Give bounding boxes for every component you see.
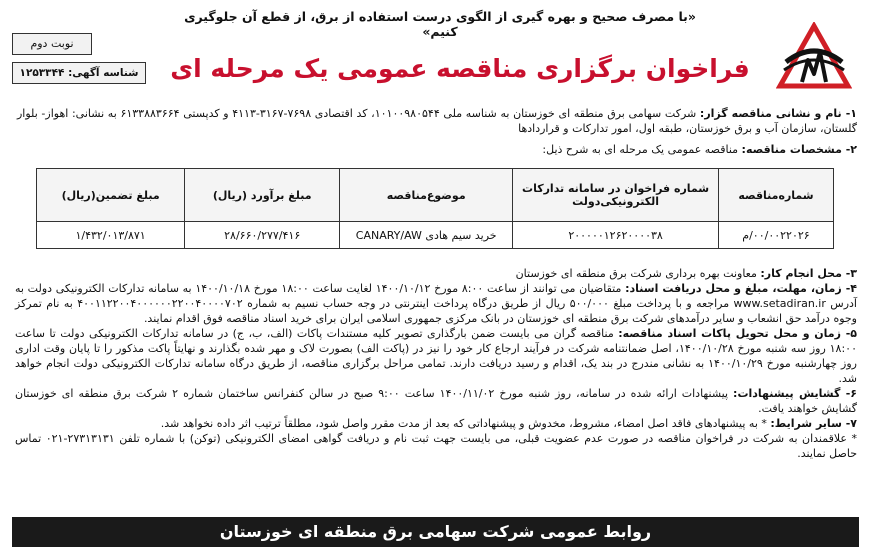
section-3 <box>15 266 857 281</box>
table-cell: ۱/۴۳۲/۰۱۳/۸۷۱ <box>37 222 185 249</box>
column-header: موضوع‌مناقصه <box>340 169 513 222</box>
page-title: فراخوان برگزاری مناقصه عمومی یک مرحله ای <box>170 54 750 83</box>
footer-banner: روابط عمومی شرکت سهامی برق منطقه ای خوزستان <box>12 517 859 547</box>
section-1-heading: ۱- نام و نشانی مناقصه گزار: <box>699 107 857 120</box>
column-header: شماره فراخوان در سامانه تدارکات الکترونیکی‌دولت <box>513 169 719 222</box>
section-3-text: معاونت بهره برداری شرکت برق منطقه ای خوزستان <box>515 267 757 280</box>
column-header: شماره‌مناقصه <box>718 169 833 222</box>
section-5-heading: ۵- زمان و محل تحویل پاکات اسناد مناقصه: <box>618 327 857 340</box>
column-header: مبلغ برآورد (ریال) <box>185 169 340 222</box>
section-2-heading: ۲- مشخصات مناقصه: <box>741 143 857 156</box>
section-5-text: مناقصه گران می بایست ضمن بارگذاری تصویر کلیه مستندات پاکات (الف، ب، ج) در سامانه تدارکات الکترونیکی دولت تا ساعت ۱۸:۰۰ روز سه شنبه مورخ ۱۴۰۰/۱۰/۲۸، اصل ضمانتنامه شرکت در فرآیند ارجاع کار خود را نیز در (پاکت الف) بصورت لاک و مهر شده بگذارند و نهایتاً پاکت مذکور را تا پایان وقت اداری روز چهارشنبه مورخ ۱۴۰۰/۱۰/۲۹ به نشانی مندرج در بند یک، اقدام و رسید دریافت دارند. تمامی مراحل برگزاری مناقصه، از طریق درگاه سامانه تدارکات الکترونیکی دولت انجام خواهد شد. <box>15 327 857 385</box>
table-cell: ۰۰/۰۰۲۲۰۲۶/م <box>718 222 833 249</box>
section-6-text: پیشنهادات ارائه شده در سامانه، روز شنبه مورخ ۱۴۰۰/۱۱/۰۲ ساعت ۹:۰۰ صبح در سالن کنفرانس ساختمان شماره ۲ شرکت برق منطقه ای خوزستان گشایش خواهند یافت. <box>15 387 857 415</box>
table-row <box>37 222 834 249</box>
section-4-heading: ۴- زمان، مهلت، مبلغ و محل دریافت اسناد: <box>625 282 857 295</box>
ad-id-badge: شناسه آگهی: ۱۲۵۳۳۴۴ <box>12 62 146 84</box>
section-7-note: * علاقمندان به شرکت در فراخوان مناقصه در صورت عدم عضویت قبلی، می بایست جهت ثبت نام و دریافت گواهی امضای الکترونیکی (توکن) با شماره تلفن ۲۷۳۱۳۱۳۱-۰۲۱ تماس حاصل نمایند. <box>15 432 857 460</box>
section-5 <box>15 326 857 386</box>
tender-details <box>15 266 857 461</box>
table-cell: ۲۰۰۰۰۰۱۲۶۲۰۰۰۰۳۸ <box>513 222 719 249</box>
section-4-text: متقاضیان می توانند از ساعت ۸:۰۰ مورخ ۱۴۰۰/۱۰/۱۲ لغایت ساعت ۱۸:۰۰ مورخ ۱۴۰۰/۱۰/۱۸ به سامانه تدارکات الکترونیکی دولت به آدرس www.setadiran.ir مراجعه و با پرداخت مبلغ ۵۰۰/۰۰۰ ریال از طریق درگاه پرداخت اینترنتی در وجه حساب نسیم به شماره ۴۰۰۱۱۲۲۰۰۴۰۰۰۰۰۰۲۲۰۰۴۰۰۰۰۷۰۲ به نام تمرکز وجوه درآمد حق انشعاب و سایر درآمدهای شرکت برق منطقه ای خوزستان در بانک مرکزی جمهوری اسلامی ایران برای خرید اسناد مناقصه فوق اقدام نمایند. <box>15 282 857 325</box>
section-2-text: مناقصه عمومی یک مرحله ای به شرح ذیل: <box>542 143 739 156</box>
table-header-row <box>37 169 834 222</box>
section-7-text: * به پیشنهادهای فاقد اصل امضاء، مشروط، مخدوش و پیشنهاداتی که بعد از مدت مقرر واصل شود، مطلقاً ترتیب اثر داده نخواهد شد. <box>160 417 767 430</box>
section-1-text: شرکت سهامی برق منطقه ای خوزستان به شناسه ملی ۱۰۱۰۰۹۸۰۵۴۴، کد اقتصادی ۷۶۹۸-۳۱۶۷-۴۱۱۳ و کدپستی ۶۱۳۳۸۸۳۶۶۴ به نشانی: اهواز- بلوار گلستان، سازمان آب و برق خوزستان، طبقه اول، امور تدارکات و قراردادها <box>17 107 857 135</box>
section-6-heading: ۶- گشایش پیشنهادات: <box>733 387 857 400</box>
section-4 <box>15 281 857 326</box>
tavanir-logo-icon <box>776 22 852 92</box>
section-1 <box>17 106 857 136</box>
tender-table <box>36 168 834 249</box>
section-2 <box>17 142 857 157</box>
section-3-heading: ۳- محل انجام کار: <box>760 267 857 280</box>
section-6 <box>15 386 857 416</box>
table-cell: ۲۸/۶۶۰/۲۷۷/۴۱۶ <box>185 222 340 249</box>
section-7 <box>15 416 857 431</box>
table-cell: خرید سیم هادی CANARY/AW <box>340 222 513 249</box>
column-header: مبلغ تضمین(ریال) <box>37 169 185 222</box>
motto: «با مصرف صحیح و بهره گیری از الگوی درست استفاده از برق، از قطع آن جلوگیری کنیم» <box>184 9 696 39</box>
section-7-heading: ۷- سایر شرایط: <box>770 417 857 430</box>
notice-round-badge: نوبت دوم <box>12 33 92 55</box>
